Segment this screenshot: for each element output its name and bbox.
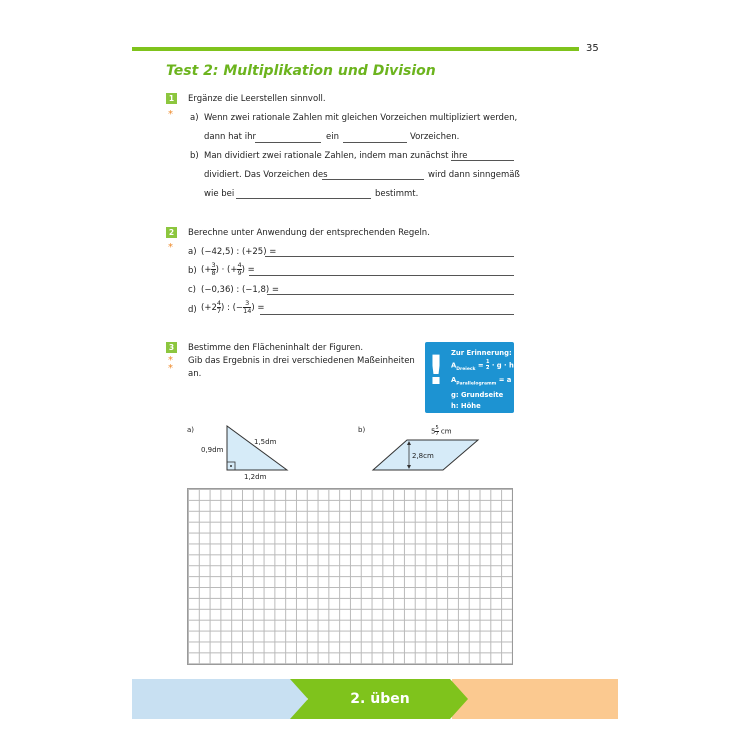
paren-close: ) =: [241, 265, 255, 275]
task-2a-label: a): [188, 247, 197, 257]
task-2b-label: b): [188, 266, 197, 276]
task-2c-expression: (−0,36) : (−1,8) =: [201, 285, 280, 295]
answer-line[interactable]: [267, 294, 514, 295]
numerator: 4: [237, 261, 242, 269]
task-3-instruction-3: an.: [188, 369, 202, 379]
task-1a-text-3: ein: [326, 132, 339, 142]
parallelogram-height-label: 2,8cm: [412, 452, 434, 460]
task-2c-label: c): [188, 285, 196, 295]
denominator: 8: [211, 269, 216, 277]
right-triangle-figure: [225, 424, 289, 472]
reminder-heading: Zur Erinnerung:: [451, 349, 512, 357]
task-1-number: 1: [166, 93, 177, 104]
task-1a-text-2: dann hat ihr: [204, 132, 256, 142]
task-2d-label: d): [188, 305, 197, 315]
numerator: 3: [211, 261, 216, 269]
answer-blank[interactable]: [236, 198, 371, 199]
formula-subscript: Dreieck: [456, 366, 476, 372]
task-2a-expression: (−42,5) : (+25) =: [201, 247, 277, 257]
page-number: 35: [586, 43, 599, 54]
paren-close: ) =: [251, 303, 265, 313]
fraction: [435, 426, 438, 437]
task-3-instruction: Bestimme den Flächeninhalt der Figuren.: [188, 343, 364, 353]
task-1b-label: b): [190, 151, 199, 161]
fraction: [486, 360, 489, 371]
reminder-line-height-a: [451, 413, 527, 428]
denominator: 14: [243, 307, 252, 315]
footer-band-right: [452, 679, 618, 719]
formula-subscript: Parallelogramm: [456, 381, 497, 387]
triangle-hypotenuse-label: 1,5dm: [254, 438, 277, 446]
reminder-text: [451, 348, 527, 428]
operator: :: [227, 303, 230, 313]
triangle-height-label: 0,9dm: [201, 446, 224, 454]
answer-line[interactable]: [265, 256, 514, 257]
task-3-number: 3: [166, 342, 177, 353]
reminder-line-base: g: Grundseite: [451, 390, 504, 399]
page-title: Test 2: Multiplikation und Division: [166, 63, 436, 79]
task-2-instruction: Berechne unter Anwendung der entsprechenden Regeln.: [188, 228, 430, 238]
reminder-line-height: h: Höhe: [451, 402, 481, 411]
task-1b-text-5: bestimmt.: [375, 189, 419, 199]
formula-symbol: A: [451, 375, 457, 384]
task-1a-label: a): [190, 113, 199, 123]
paren-open: (+: [201, 265, 212, 275]
formula-equals: =: [477, 361, 486, 369]
denominator: 9: [237, 269, 242, 277]
right-angle-dot: [230, 465, 232, 467]
triangle-shape: [227, 426, 287, 470]
difficulty-star-icon: *: [168, 363, 173, 374]
task-2d-expression: [201, 300, 264, 315]
answer-blank[interactable]: [343, 142, 407, 143]
task-2b-expression: [201, 262, 255, 277]
mixed-number-whole: 5: [431, 427, 436, 436]
figure-a-label: a): [187, 426, 195, 434]
paren-close: ): [221, 303, 225, 313]
numerator: 3: [245, 299, 250, 307]
reminder-box: [425, 342, 527, 425]
footer-section-label: 2. üben: [350, 691, 410, 707]
answer-line[interactable]: [249, 275, 514, 276]
denominator: 7: [216, 307, 221, 315]
operator: ·: [221, 265, 225, 275]
difficulty-star-icon: *: [168, 242, 173, 253]
formula-rest: · g · h: [491, 361, 514, 369]
answer-line[interactable]: [260, 314, 514, 315]
task-3-instruction-2: Gib das Ergebnis in drei verschiedenen Maßeinheiten: [188, 356, 415, 366]
numerator: 4: [216, 299, 221, 307]
top-rule: [132, 47, 579, 51]
answer-blank[interactable]: [451, 160, 514, 161]
task-2-number: 2: [166, 227, 177, 238]
exclamation-icon: !: [426, 348, 446, 394]
task-1b-text: Man dividiert zwei rationale Zahlen, indem man zunächst ihre: [204, 151, 468, 161]
task-1a-text-4: Vorzeichen.: [410, 132, 460, 142]
difficulty-star-icon: *: [168, 355, 173, 366]
task-1b-text-4: wie bei: [204, 189, 235, 199]
paren-open: (−: [232, 303, 244, 313]
unit: cm: [440, 427, 452, 436]
numerator: 1: [485, 358, 490, 365]
formula-rest: : Höhe auf a: [458, 413, 506, 422]
answer-blank[interactable]: [255, 142, 321, 143]
paren-open: (+: [227, 265, 238, 275]
formula-equals: = a · h: [498, 375, 524, 384]
figure-b-label: b): [358, 426, 366, 434]
paren-open: (+2: [201, 303, 217, 313]
paren-close: ): [215, 265, 219, 275]
answer-blank[interactable]: [322, 179, 424, 180]
triangle-area-formula: [451, 360, 527, 375]
task-1a-text: Wenn zwei rationale Zahlen mit gleichen Vorzeichen multipliziert werden,: [204, 113, 518, 123]
task-1b-text-2: dividiert. Das Vorzeichen des: [204, 170, 328, 180]
formula-subscript: a: [523, 381, 527, 387]
formula-symbol: h: [451, 413, 456, 422]
formula-subscript: a: [455, 419, 459, 425]
triangle-base-label: 1,2dm: [244, 473, 267, 481]
answer-grid[interactable]: [187, 488, 513, 665]
formula-symbol: A: [451, 361, 457, 369]
denominator: 2: [485, 364, 490, 371]
task-1-instruction: Ergänze die Leerstellen sinnvoll.: [188, 94, 326, 104]
numerator: 5: [435, 425, 439, 431]
footer-band-left: [132, 679, 307, 719]
task-1b-text-3: wird dann sinngemäß: [428, 170, 520, 180]
parallelogram-area-formula: [451, 375, 527, 390]
difficulty-star-icon: *: [168, 109, 173, 120]
parallelogram-side-label: [431, 426, 452, 437]
denominator: 7: [435, 431, 439, 437]
